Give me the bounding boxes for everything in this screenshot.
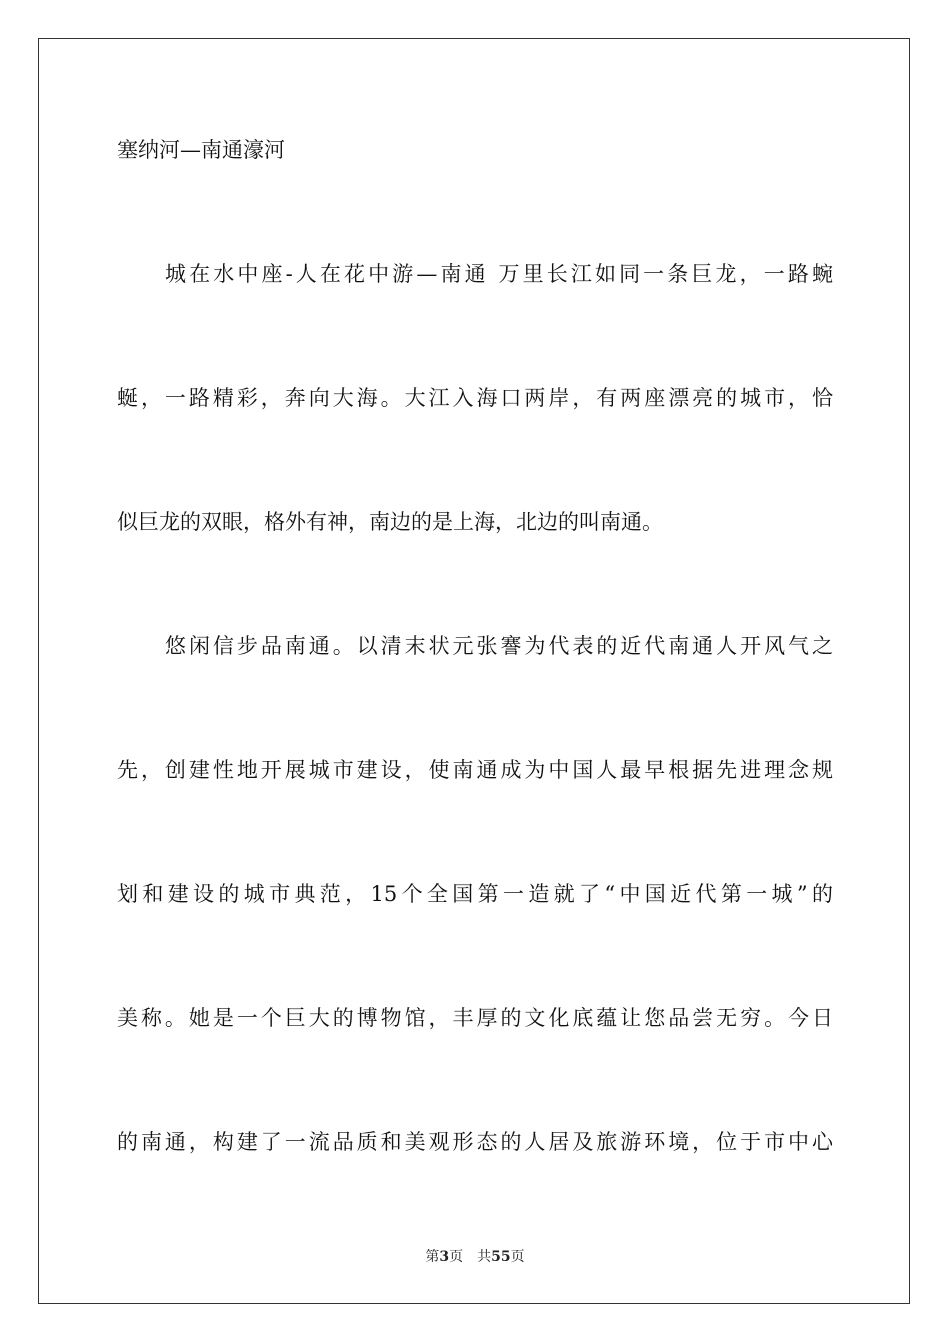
page-number: 3 — [439, 1249, 450, 1265]
page-suffix: 页 — [449, 1249, 464, 1265]
text-line-6: 先，创建性地开展城市建设，使南通成为中国人最早根据先进理念规 — [117, 758, 833, 782]
text-line-7: 划和建设的城市典范，15个全国第一造就了“中国近代第一城”的 — [117, 882, 833, 906]
page-prefix: 第 — [425, 1249, 440, 1265]
text-line-2: 城在水中座-人在花中游—南通 万里长江如同一条巨龙，一路蜿 — [165, 262, 833, 286]
text-line-4: 似巨龙的双眼，格外有神，南边的是上海，北边的叫南通。 — [117, 510, 663, 534]
page-border — [38, 38, 910, 1304]
total-prefix: 共 — [477, 1249, 492, 1265]
text-line-3: 蜒，一路精彩，奔向大海。大江入海口两岸，有两座漂亮的城市，恰 — [117, 386, 833, 410]
text-line-8: 美称。她是一个巨大的博物馆，丰厚的文化底蕴让您品尝无穷。今日 — [117, 1006, 833, 1030]
total-suffix: 页 — [510, 1249, 525, 1265]
text-line-9: 的南通，构建了一流品质和美观形态的人居及旅游环境，位于市中心 — [117, 1130, 833, 1154]
page-footer — [0, 1248, 950, 1266]
text-line-1: 塞纳河—南通濠河 — [117, 138, 285, 162]
text-line-5: 悠闲信步品南通。以清末状元张謇为代表的近代南通人开风气之 — [165, 634, 833, 658]
total-pages: 55 — [491, 1249, 511, 1265]
